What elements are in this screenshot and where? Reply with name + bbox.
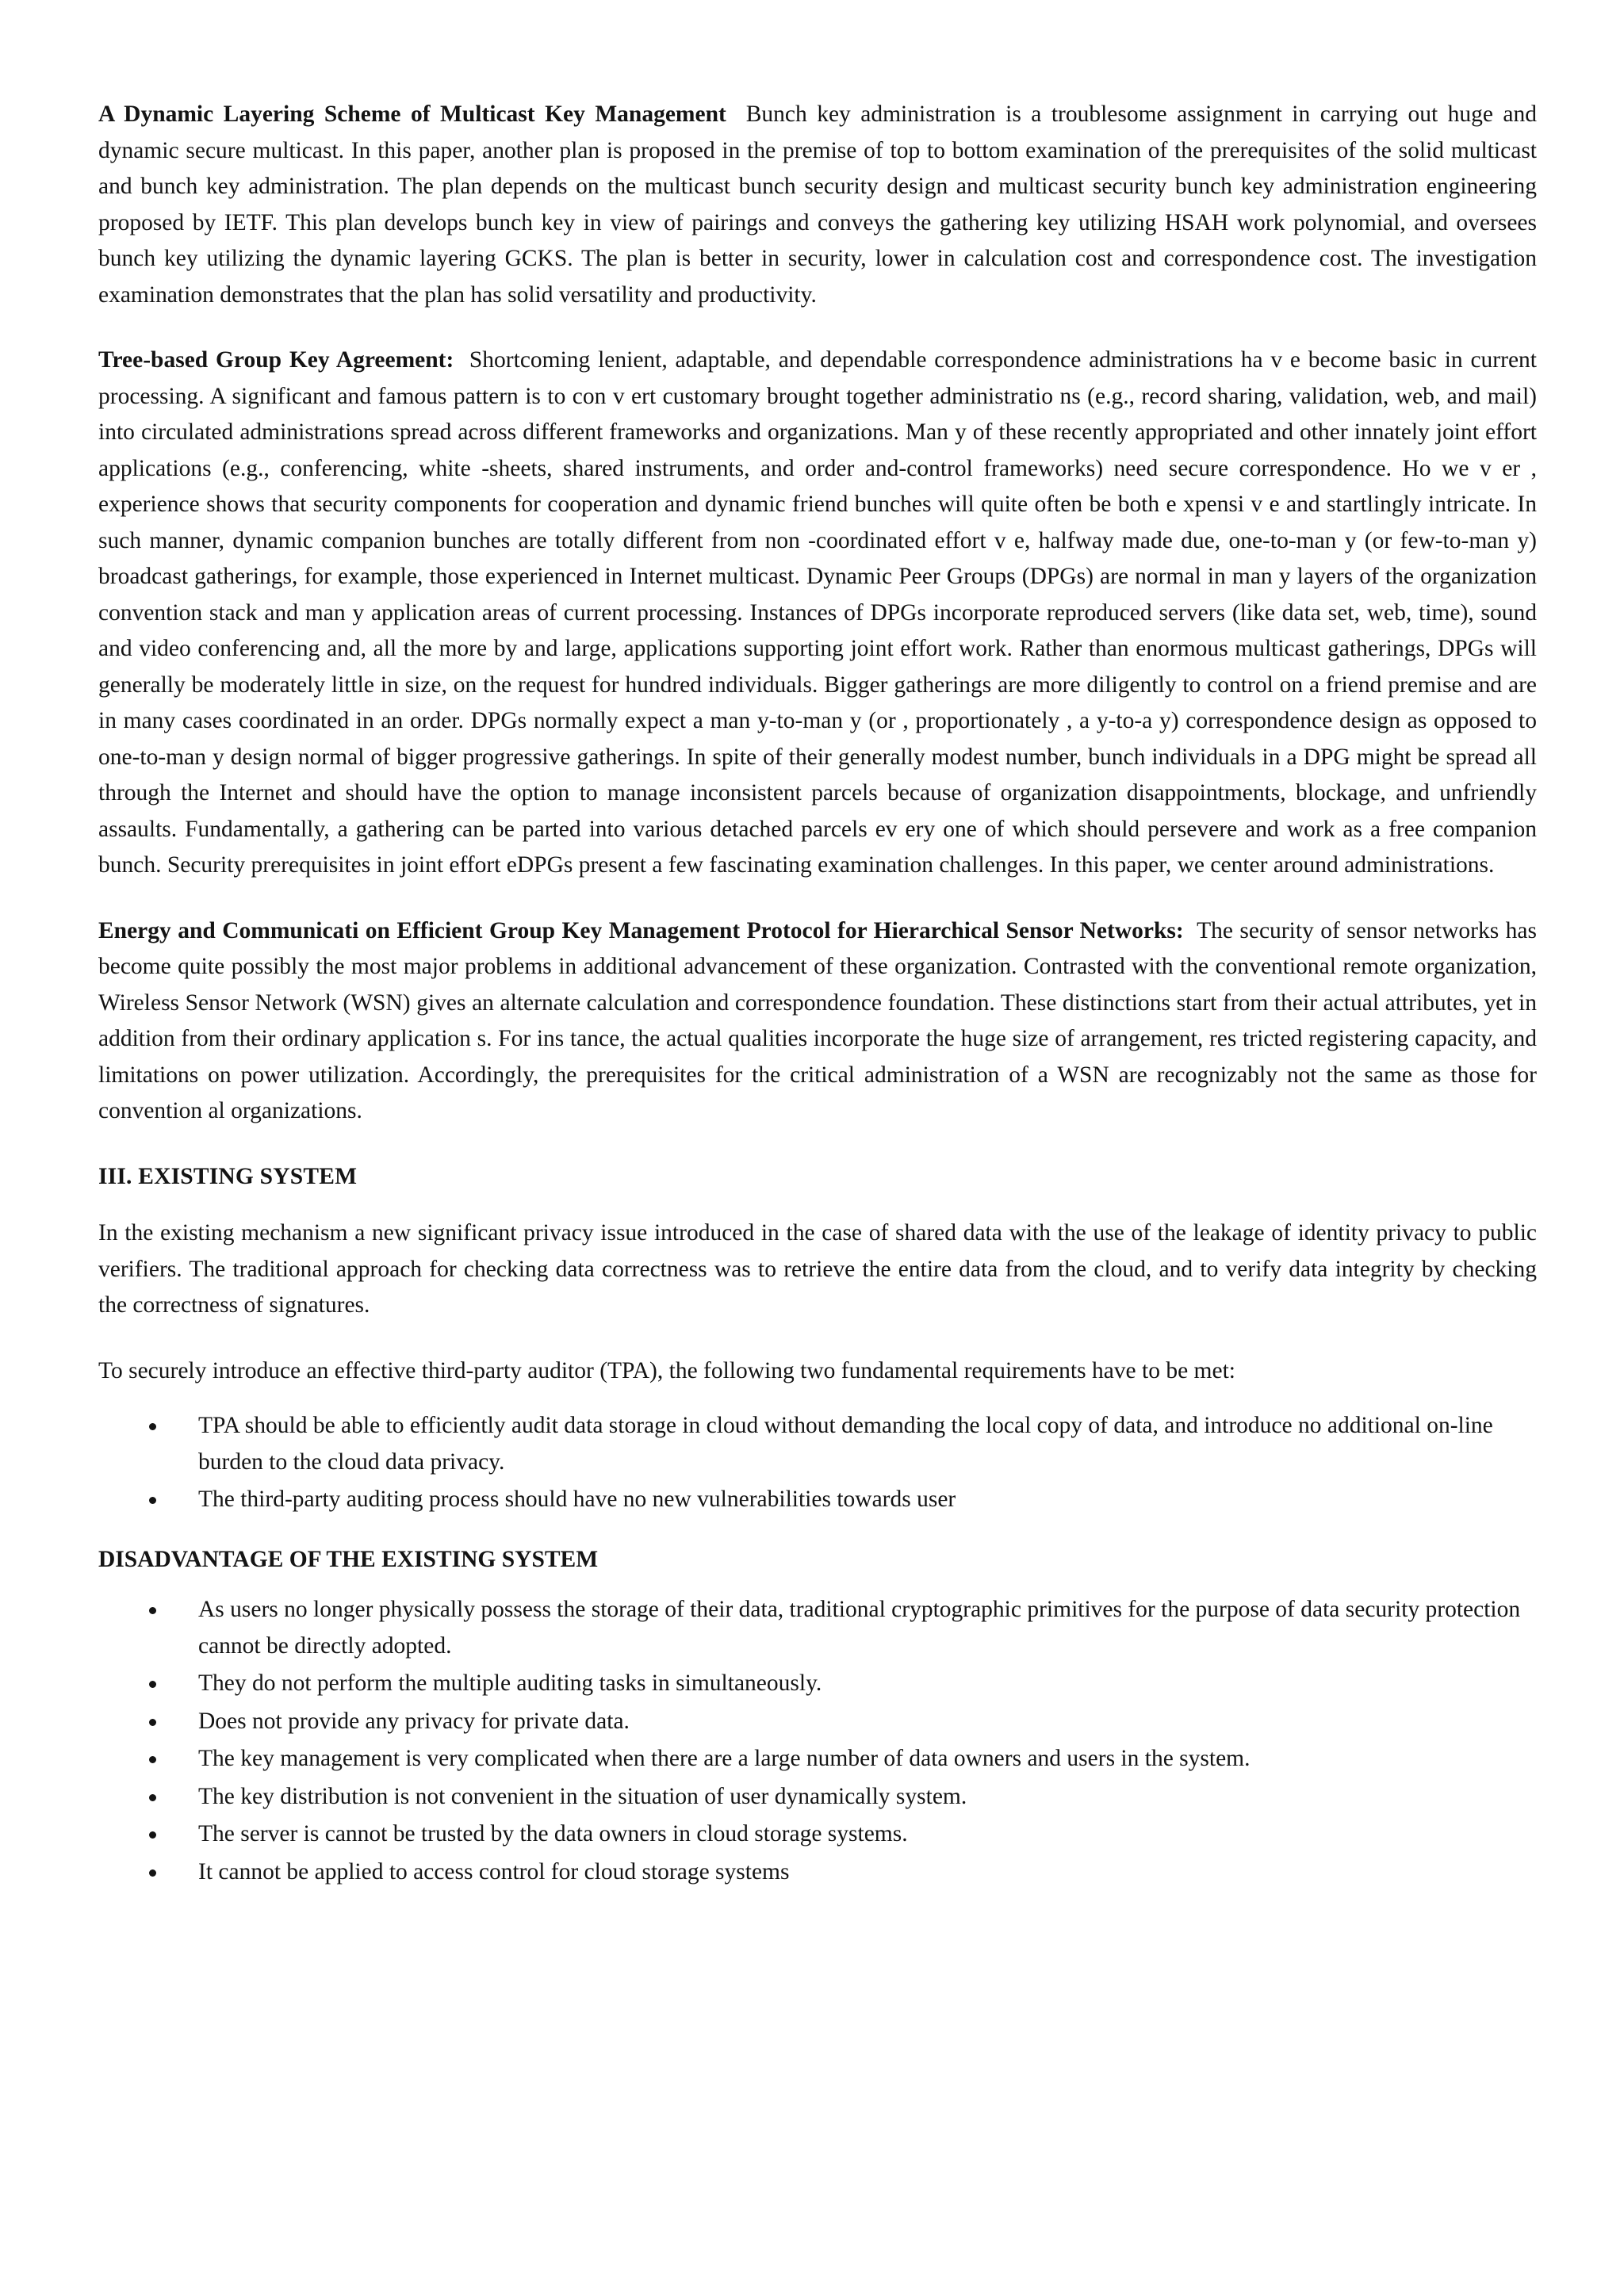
bullet-icon bbox=[149, 1497, 156, 1504]
list-item bbox=[98, 1741, 1537, 1777]
bullet-icon bbox=[149, 1756, 156, 1763]
paragraph-body: The security of sensor networks has become quite possibly the most major problems in additional advancement of these organization. Contrasted with the conventional remote organization, Wireless Sensor Network (WSN) gives an alternate calculation and correspondence foundation. These distinctions start from their actual attributes, yet in addition from their ordinary application s. For ins tance, the actual qualities incorporate the huge size of arrangement, res tricted registering capacity, and limitations on power utilization. Accordingly, the prerequisites for the critical administration of a WSN are recognizably not the same as those for convention al organizations. bbox=[98, 917, 1538, 1123]
paragraph-multicast-key-management bbox=[98, 97, 1537, 313]
list-item bbox=[98, 1854, 1537, 1891]
paragraph-body: Shortcoming lenient, adaptable, and dependable correspondence administrations ha v e become basic in current processing. A significant and famous pattern is to con v ert customary brought together administratio ns (e.g., record sharing, validation, web, and mail) into circulated administrations spread across different frameworks and organizations. Man y of these recently appropriated and other innately joint effort applications (e.g., conferencing, white -sheets, shared instruments, and order and-control frameworks) need secure correspondence. Ho we v er , experience shows that security components for cooperation and dynamic friend bunches will quite often be both e xpensi v e and startlingly intricate. In such manner, dynamic companion bunches are totally different from non -coordinated effort v e, halfway made due, one-to-man y (or few-to-man y) broadcast gatherings, for example, those experienced in Internet multicast. Dynamic Peer Groups (DPGs) are normal in man y layers of the organization convention stack and man y application areas of current processing. Instances of DPGs incorporate reproduced servers (like data set, web, time), sound and video conferencing and, all the more by and large, applications supporting joint effort work. Rather than enormous multicast gatherings, DPGs will generally be moderately little in size, on the request for hundred individuals. Bigger gatherings are more diligently to control on a friend premise and are in many cases coordinated in an order. DPGs normally expect a man y-to-man y (or , proportionately , a y-to-a y) correspondence design as opposed to one-to-man y design normal of bigger progressive gatherings. In spite of their generally modest number, bunch individuals in a DPG might be spread all through the Internet and should have the option to manage inconsistent parcels because of organization disappointments, blockage, and unfriendly assaults. Fundamentally, a gathering can be parted into various detached parcels ev ery one of which should persevere and work as a free companion bunch. Security prerequisites in joint effort eDPGs present a few fascinating examination challenges. In this paper, we center around administrations. bbox=[98, 347, 1537, 878]
bullet-icon bbox=[149, 1607, 156, 1614]
paragraph-title: Tree-based Group Key Agreement: bbox=[98, 347, 454, 373]
bullet-icon bbox=[149, 1794, 156, 1801]
list-item bbox=[98, 1592, 1537, 1664]
paragraph-tree-based-group-key bbox=[98, 342, 1537, 884]
existing-system-intro: In the existing mechanism a new significant privacy issue introduced in the case of shared data with the use of the leakage of identity privacy to public verifiers. The traditional approach for checking data correctness was to retrieve the entire data from the cloud, and to verify data integrity by checking the correctness of signatures. bbox=[98, 1220, 1537, 1318]
list-item bbox=[98, 1704, 1537, 1740]
list-item-text: The key distribution is not convenient in the situation of user dynamically system. bbox=[198, 1783, 967, 1809]
disadvantages-list bbox=[98, 1592, 1537, 1890]
list-item-text: They do not perform the multiple auditing tasks in simultaneously. bbox=[198, 1670, 822, 1696]
section-heading-existing-system: III. EXISTING SYSTEM bbox=[98, 1163, 358, 1189]
paragraph-title: A Dynamic Layering Scheme of Multicast Key Management bbox=[98, 101, 726, 127]
list-item-text: The third-party auditing process should have no new vulnerabilities towards user bbox=[198, 1487, 956, 1512]
list-item-text: TPA should be able to efficiently audit data storage in cloud without demanding the local copy of data, and introduce no additional on-line burden to the cloud data privacy. bbox=[198, 1413, 1493, 1475]
bullet-icon bbox=[149, 1423, 156, 1430]
bullet-icon bbox=[149, 1681, 156, 1688]
requirements-list bbox=[98, 1408, 1537, 1518]
section-heading-disadvantages: DISADVANTAGE OF THE EXISTING SYSTEM bbox=[98, 1546, 599, 1572]
bullet-icon bbox=[149, 1719, 156, 1726]
bullet-icon bbox=[149, 1869, 156, 1877]
list-item-text: As users no longer physically possess the storage of their data, traditional cryptographic primitives for the purpose of data security protection cannot be directly adopted. bbox=[198, 1597, 1521, 1659]
list-item-text: Does not provide any privacy for private data. bbox=[198, 1708, 630, 1734]
paragraph-title: Energy and Communicati on Efficient Group Key Management Protocol for Hierarchical Sensor Networks: bbox=[98, 917, 1184, 943]
list-item bbox=[98, 1408, 1537, 1480]
list-item bbox=[98, 1666, 1537, 1702]
paragraph-energy-efficient-group-key bbox=[98, 913, 1537, 1130]
requirements-intro: To securely introduce an effective third-party auditor (TPA), the following two fundamental requirements have to be met: bbox=[98, 1357, 1235, 1383]
list-item-text: It cannot be applied to access control for cloud storage systems bbox=[198, 1858, 790, 1885]
paragraph-body: Bunch key administration is a troublesome assignment in carrying out huge and dynamic secure multicast. In this paper, another plan is proposed in the premise of top to bottom examination of the prerequisites of the solid multicast and bunch key administration. The plan depends on the multicast bunch security design and multicast security bunch key administration engineering proposed by IETF. This plan develops bunch key in view of pairings and conveys the gathering key utilizing HSAH work polynomial, and oversees bunch key utilizing the dynamic layering GCKS. The plan is better in security, lower in calculation cost and correspondence cost. The investigation examination demonstrates that the plan has solid versatility and productivity. bbox=[98, 101, 1537, 308]
list-item bbox=[98, 1816, 1537, 1853]
list-item-text: The server is cannot be trusted by the data owners in cloud storage systems. bbox=[198, 1821, 908, 1846]
list-item-text: The key management is very complicated when there are a large number of data owners and users in the system. bbox=[198, 1746, 1251, 1771]
bullet-icon bbox=[149, 1831, 156, 1839]
list-item bbox=[98, 1482, 1537, 1518]
list-item bbox=[98, 1779, 1537, 1816]
